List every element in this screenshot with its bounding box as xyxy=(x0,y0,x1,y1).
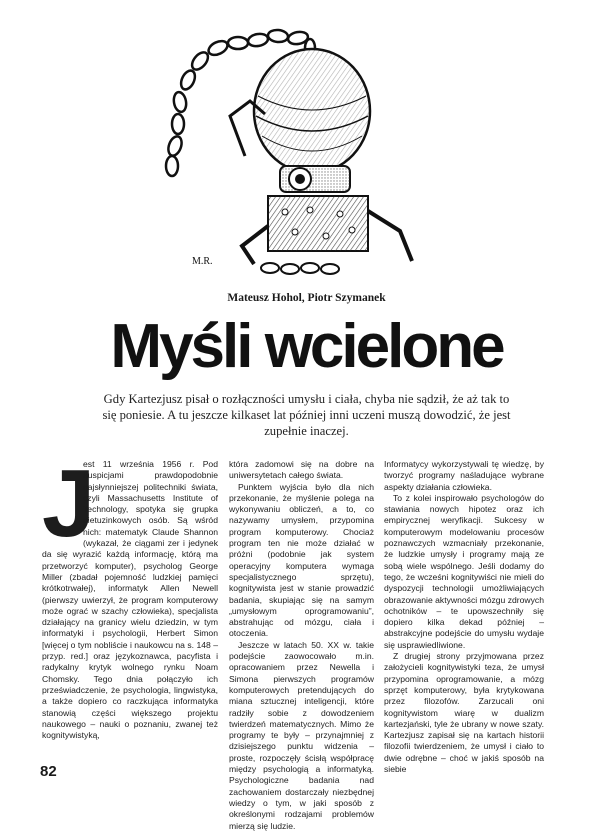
paragraph: est 11 września 1956 r. Pod auspicjami prawdopodobnie najsłynniejszej politechniki świata, czyli Massachusetts Institute of Technology, spotyka się grupka nietuzinkowych osób. Są wśród nich: matematyk Claude Shannon (wykazał, że ciągami zer i jedynek da się wyrazić każdą informację, którą ma przetworzyć komputer), psycholog George Miller (zbadał pojemność ludzkiej pamięci krótkotrwałej), informatyk Allen Newell (pierwszy uwierzył, że program komputerowy może ograć w szachy człowieka), specjalista działający na granicy wielu dziedzin, w tym informatyki i psychologii, Herbert Simon [więcej o tym nobliście i naukowcu na s. 148 – przyp. red.] oraz językoznawca, pacyfista i radykalny krytyk wolnego rynku Noam Chomsky. Tego dnia połączyło ich przeświadczenie, że psychologia, lingwistyka, a także dopiero co raczkująca informatyka stanowią części większego projektu naukowego – nauki o poznaniu, zwanej też kognitywistyką, xyxy=(42,459,218,741)
column-1 xyxy=(42,450,218,741)
drop-cap: J xyxy=(42,450,96,557)
paragraph: która zadomowi się na dobre na uniwersytetach całego świata. xyxy=(229,459,374,481)
article-authors: Mateusz Hohol, Piotr Szymanek xyxy=(227,292,386,304)
paragraph: Jeszcze w latach 50. XX w. takie podejście zaowocowało m.in. opracowaniem przez Newella i Simona pierwszych programów komputerowych pretendujących do miana sztucznej inteligencji, które radziły sobie z dowodzeniem twierdzeń matematycznych. Mimo że programy te były – przynajmniej z dzisiejszego punktu widzenia – proste, rozpoczęły ścisłą współpracę między psychologią a informatyką. Psychologiczne badania nad zachowaniem dostarczały niezbędnej wiedzy o tym, w jaki sposób z określonymi rodzajami problemów mierzą się ludzie. xyxy=(229,639,374,831)
paragraph: Z drugiej strony przyjmowana przez założycieli kognitywistyki teza, że umysł przypomina oprogramowanie, a mózg sprzęt komputerowy, była krytykowana przez filozofów. Zarzucali oni kognitywistom wiarę w dualizm kartezjański, tyle że ubrany w nowe szaty. Kartezjusz zapisał się na kartach historii filozofii twierdzeniem, że umysł i ciało to dwie odrębne – choć w jakiś sposób na siebie xyxy=(384,651,544,775)
column-3 xyxy=(384,459,544,775)
paragraph: Informatycy wykorzystywali tę wiedzę, by tworzyć programy naśladujące wybrane aspekty działania człowieka. xyxy=(384,459,544,492)
column-2 xyxy=(229,459,374,832)
paragraph: Punktem wyjścia było dla nich przekonanie, że myślenie polega na wykonywaniu obliczeń, a to, co nazywamy umysłem, przypomina program komputerowy. Chociaż program ten nie może działać w próżni (podobnie jak system operacyjny komputera wymaga specjalistycznego sprzętu), kognitywista jest w stanie prowadzić badania, skupiając się na samym „umysłowym oprogramowaniu”, abstrahując od mózgu, ciała i otoczenia. xyxy=(229,481,374,639)
article-lead: Gdy Kartezjusz pisał o rozłączności umysłu i ciała, chyba nie sądził, że aż tak to się poniesie. A tu jeszcze kilkaset lat później inni uczeni muszą dowodzić, że jest zupełnie inaczej. xyxy=(102,392,511,439)
paragraph: To z kolei inspirowało psychologów do stawiania nowych hipotez oraz ich empirycznej weryfikacji. Sukcesy w komputerowym modelowaniu procesów poznawczych wzmacniały przekonanie, że ludzkie umysły i programy mają ze sobą wiele wspólnego. Jeśli dodamy do tego, że wcześni kognitywiści nie mieli do dyspozycji technologii umożliwiających obrazowanie aktywności mózgu zdrowych ochotników – te upowszechniły się dopiero kilka dekad później – abstrakcyjne podejście do umysłu wydaje się usprawiedliwione. xyxy=(384,492,545,650)
robot-illustration xyxy=(150,6,460,278)
illustration-signature: M.R. xyxy=(192,256,213,267)
article-title: Myśli wcielone xyxy=(110,312,503,381)
page-number: 82 xyxy=(40,763,57,780)
